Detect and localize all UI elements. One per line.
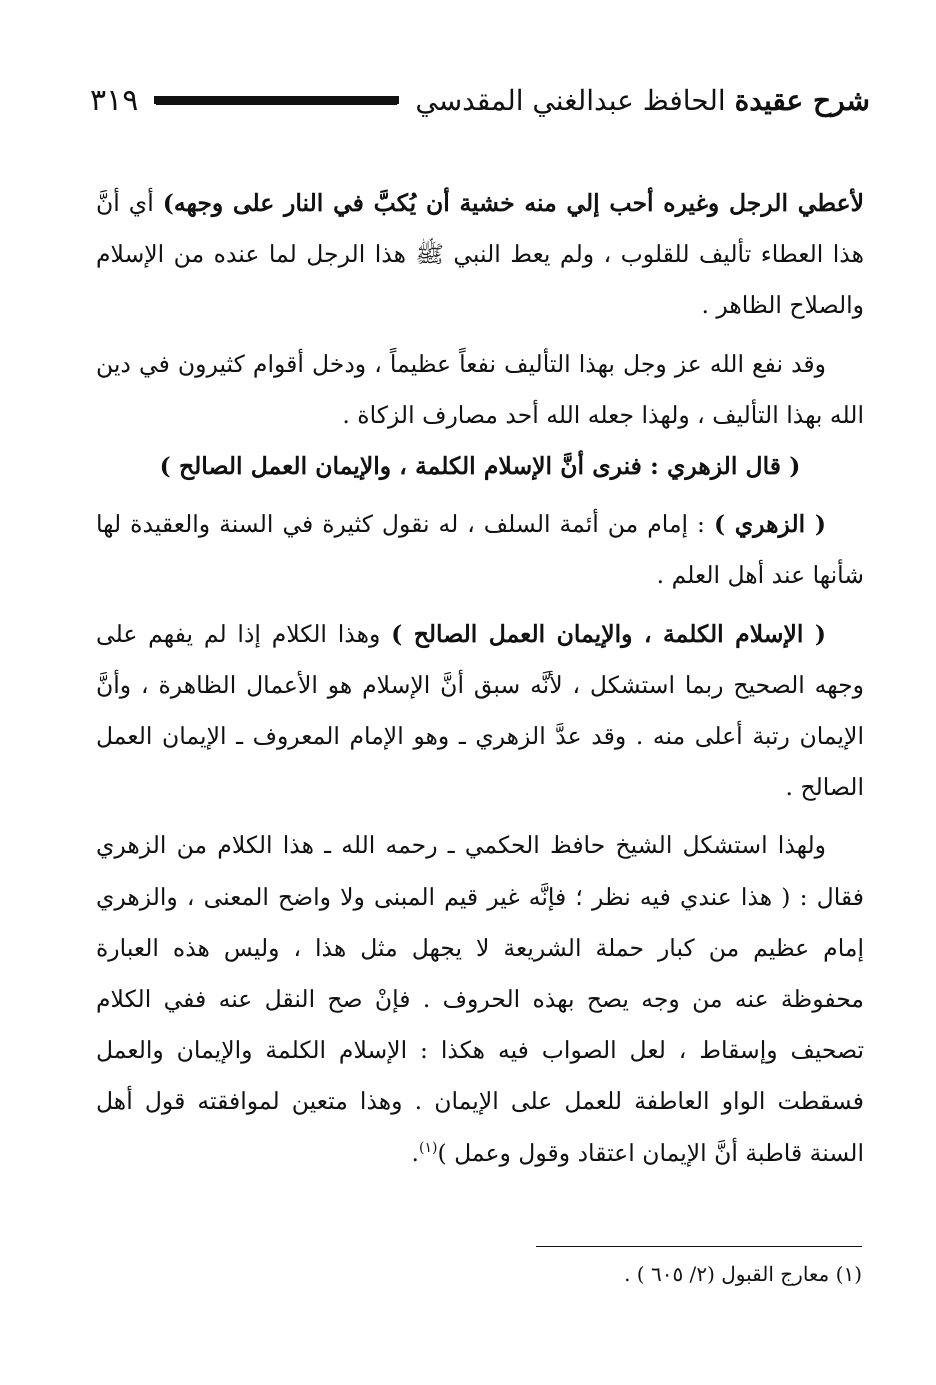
book-title	[415, 84, 870, 117]
footnote-ref[interactable]: (١)	[418, 1139, 438, 1156]
page-number: ٣١٩	[90, 82, 139, 118]
section-heading	[96, 441, 864, 492]
zuhri-bold: ( الزهري )	[713, 510, 826, 539]
paragraph-4-text: : إمام من أئمة السلف ، له نقول كثيرة في السنة والعقيدة لها شأنها عند أهل العلم .	[96, 510, 864, 590]
paragraph-5-text: وهذا الكلام إذا لم يفهم على وجهه الصحيح ربما استشكل ، لأنَّه سبق أنَّ الإسلام هو الأعمال الظاهرة ، وأنَّ الإيمان رتبة أعلى منه . وقد عدَّ الزهري ـ وهو الإمام المعروف ـ الإيمان العمل الصالح .	[96, 619, 864, 802]
quote-bold-2: ( الإسلام الكلمة ، والإيمان العمل الصالح )	[391, 619, 826, 648]
paragraph-4	[96, 499, 864, 601]
book-title-rest: الحافظ عبدالغني المقدسي	[415, 83, 726, 117]
book-title-bold: شرح عقيدة	[734, 83, 870, 117]
paragraph-6-end: .	[411, 1138, 419, 1167]
quote-bold: لأعطي الرجل وغيره أحب إلي منه خشية أن يُكبَّ في النار على وجهه)	[162, 189, 864, 217]
paragraph-1-text: أي أنَّ هذا العطاء تأليف للقلوب ، ولم يعط النبي ﷺ هذا الرجل لما عنده من الإسلام والصلاح الظاهر .	[96, 189, 864, 320]
footnote-divider	[536, 1246, 862, 1247]
header-rule	[154, 96, 399, 104]
paragraph-1	[96, 178, 864, 332]
heading-bold: ( قال الزهري : فنرى أنَّ الإسلام الكلمة ، والإيمان العمل الصالح )	[159, 452, 801, 481]
paragraph-6-text: ولهذا استشكل الشيخ حافظ الحكمي ـ رحمه الله ـ هذا الكلام من الزهري فقال : ( هذا عندي فيه نظر ؛ فإنَّه غير قيم المبنى ولا واضح المعنى ، والزهري إمام عظيم من كبار حملة الشريعة لا يجهل مثل هذا ، وليس هذه العبارة محفوظة عنه من وجه يصح بهذه الحروف . فإنْ صح النقل عنه ففي الكلام تصحيف وإسقاط ، لعل الصواب فيه هكذا : الإسلام الكلمة والإيمان والعمل فسقطت الواو العاطفة للعمل على الإيمان . وهذا متعين لموافقته قول أهل السنة قاطبة أنَّ الإيمان اعتقاد وقول وعمل )	[96, 831, 864, 1167]
paragraph-6	[96, 820, 864, 1178]
paragraph-2: وقد نفع الله عز وجل بهذا التأليف نفعاً عظيماً ، ودخل أقوام كثيرون في دين الله بهذا التأليف ، ولهذا جعله الله أحد مصارف الزكاة .	[96, 349, 864, 429]
footnote: (١) معارج القبول (٢/ ٦٠٥ ) .	[624, 1262, 862, 1286]
main-text	[96, 178, 864, 1179]
page-header	[90, 70, 870, 130]
paragraph-5	[96, 609, 864, 814]
